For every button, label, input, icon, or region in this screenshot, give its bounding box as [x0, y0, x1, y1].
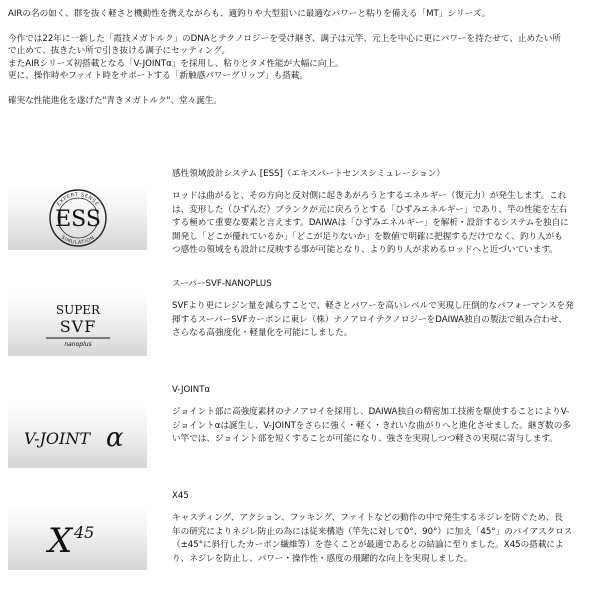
- svf-logo-line2: SVF: [59, 317, 97, 336]
- section-line: つ感性の領域をも設計に反映する事が可能となり、より釣り人が求めるロッドへと近づいています。: [172, 245, 558, 256]
- section-line: 年の研究によりネジレ防止の為には従来構造（竿先に対して0°、90°）に加え「45°」のバイアスクロス: [172, 526, 573, 537]
- section-line: 揮するスーパーSVFカーボンに東レ（株）ナノアロイテクノロジーをDAIWA独自の製法で組み合わせ、: [172, 314, 567, 325]
- section-line: SVFより更にレジン量を減らすことで、軽さとパワーを高いレベルで実現し圧倒的なパフォーマンスを発: [172, 301, 574, 311]
- section-title: 感性領域設計システム [ESS]（エキスパートセンスシミュレーション）: [172, 169, 445, 179]
- intro-text: [8, 8, 596, 108]
- ess-logo: [8, 186, 147, 250]
- vjoint-logo: [8, 404, 147, 468]
- section-line: は、変形した（ひずんだ）ブランクが元に戻ろうとする「ひずみエネルギー」であり、竿の性能を左右: [172, 204, 568, 215]
- section-line: （±45°に斜行したカーボン繊維等）を巻くことが最適であるとの結論に至りました。X45の搭載によ: [172, 540, 564, 551]
- section-line: り、ネジレを防止し、パワー・操作性・感度の飛躍的な向上を実現しました。: [172, 553, 473, 564]
- intro-line: 今作では22年に一新した「霞技メガトルク」のDNAとテクノロジーを受け継ぎ、調子は元竿、元上を中心に更にパワーを持たせて、止めたい所: [8, 33, 561, 44]
- vjoint-logo-text: V-JOINT: [24, 429, 91, 448]
- ess-ring-top-text: EXPERT SENSE: [56, 191, 100, 208]
- x45-logo-graphic: [8, 506, 147, 570]
- ess-logo-graphic: [8, 186, 147, 250]
- intro-line: またAIRシリーズ初搭載となる「V-JOINTα」を採用し、粘りとタメ性能が大幅に向上。: [8, 58, 344, 69]
- svf-logo-line3: nanoplus: [64, 341, 92, 348]
- section-line: ジョイントαは誕生し、V-JOINTをさらに強く・軽く・きれいな曲がりへと進化させました。継ぎ数の多: [172, 420, 571, 431]
- section-title: V-JOINTα: [172, 385, 211, 395]
- svg-text:SIMULATION: [60, 235, 96, 247]
- section-line: ロッドは曲がると、その方向と反対側に起きあがろうとするエネルギー（復元力）が発生します。これ: [172, 191, 567, 201]
- x45-logo: [8, 506, 147, 570]
- section-line: 開発し「どこが優れているか」「どこが足りないか」を数値で明確に把握するだけでなく、釣り人がも: [172, 231, 563, 242]
- x45-logo-num: 45: [74, 523, 95, 542]
- section-body: [172, 406, 596, 447]
- section-line: い竿では、ジョイント部を短くすることが可能になり、強さを実現しつつ軽さの実現に寄与します。: [172, 434, 558, 445]
- intro-line: 確実な性能進化を遂げた"青きメガトルク"、堂々誕生。: [8, 95, 222, 106]
- section-line: さらなる高強度化・軽量化を可能にしました。: [172, 328, 353, 339]
- ess-logo-text: ESS: [55, 207, 101, 232]
- vjoint-logo-alpha: α: [106, 423, 124, 453]
- intro-line: で止めて、抜きたい所で引き抜ける調子にセッティング。: [8, 46, 231, 57]
- intro-line: AIRの名の如く、群を抜く軽さと機動性を携えながらも、適釣りや大型狙いに最適なパワーと粘りを備える「MT」シリーズ。: [8, 9, 491, 19]
- svf-logo-line1: SUPER: [55, 303, 101, 317]
- intro-spacer: [8, 83, 596, 95]
- section-body: [172, 512, 596, 566]
- x45-logo-x: X: [48, 521, 73, 561]
- intro-spacer: [8, 21, 596, 33]
- section-title: X45: [172, 491, 189, 501]
- svf-logo: [8, 292, 147, 356]
- section-body: [172, 300, 596, 341]
- vjoint-logo-graphic: [8, 404, 147, 468]
- intro-line: 更に、操作時やファイト時をサポートする「新触感パワーグリップ」も搭載。: [8, 71, 309, 82]
- section-title: スーパーSVF-NANOPLUS: [172, 279, 272, 289]
- section-line: ジョイント部に高強度素材のナノアロイを採用し、DAIWA独自の精密加工技術を駆使することによりV-: [172, 407, 570, 417]
- section-line: する極めて重要な要素と言えます。DAIWAは「ひずみエネルギー」を解析・設計するシステムを独自に: [172, 218, 569, 229]
- section-line: キャスティング、アクション、フッキング、ファイトなどの動作の中で発生するネジレを防ぐため、長: [172, 513, 563, 523]
- section-body: [172, 190, 596, 258]
- ess-ring-bottom-text: SIMULATION: [59, 234, 97, 247]
- svf-logo-graphic: [8, 292, 147, 356]
